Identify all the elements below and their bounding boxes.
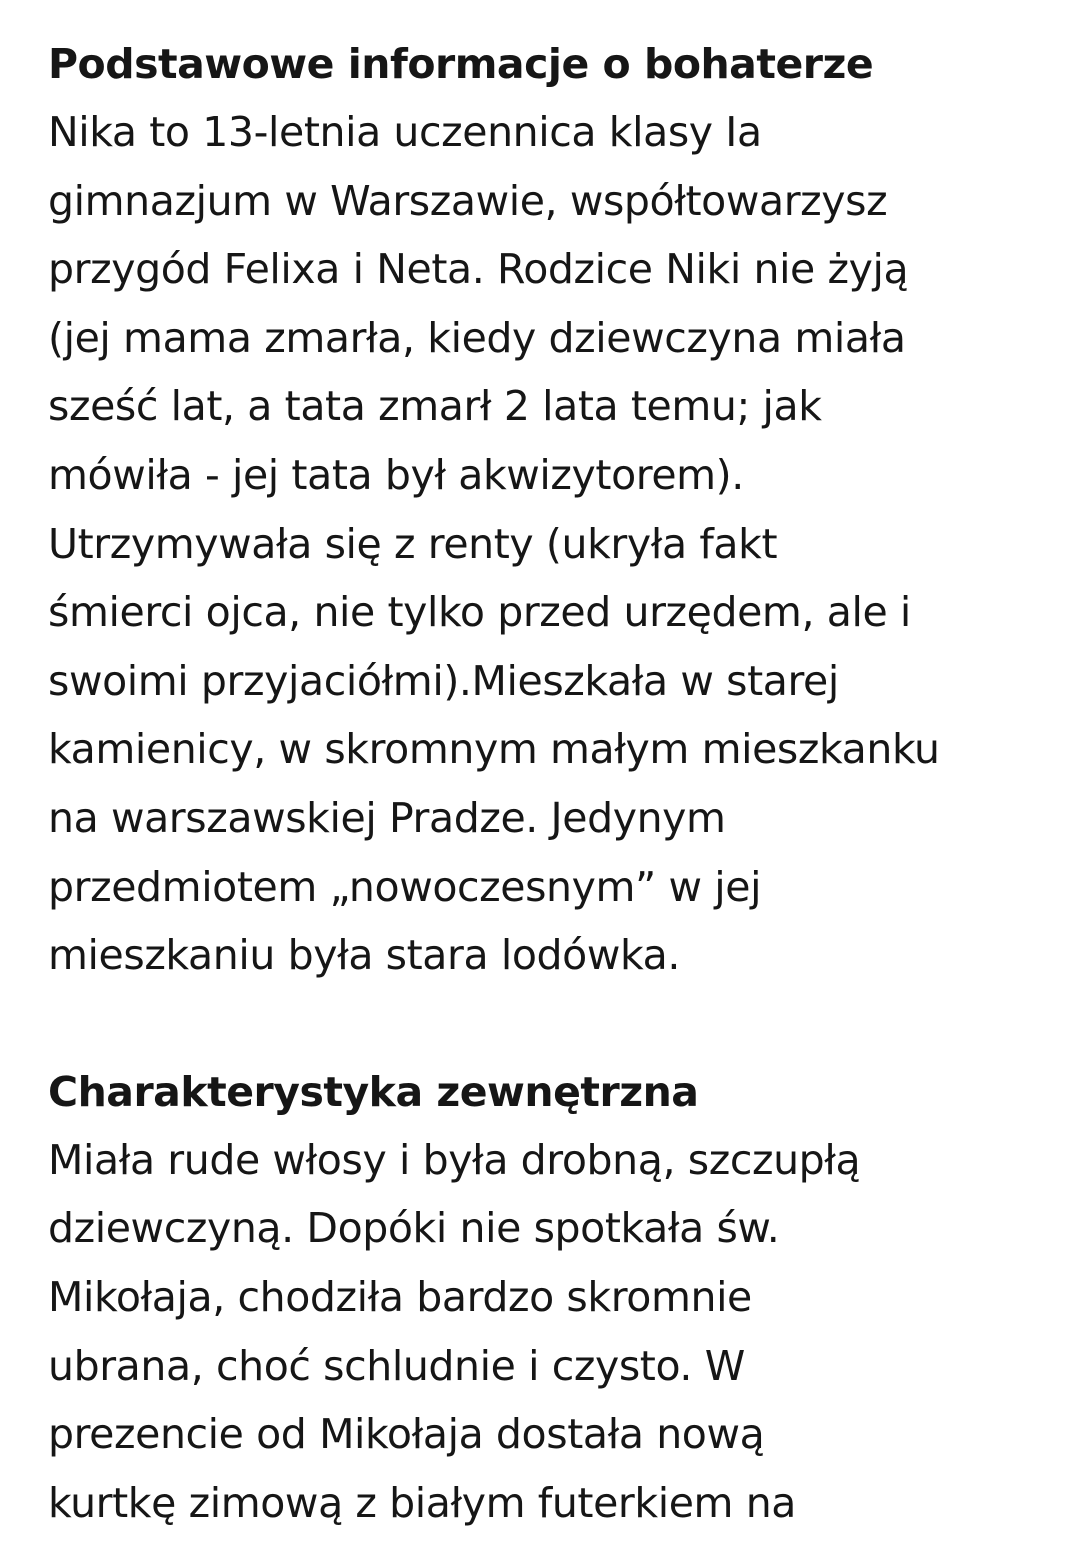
text-line: mówiła - jej tata był akwizytorem). (48, 450, 744, 499)
section-spacer (48, 990, 1048, 1058)
text-line: sześć lat, a tata zmarł 2 lata temu; jak (48, 382, 822, 431)
text-line: śmierci ojca, nie tylko przed urzędem, ale i (48, 588, 911, 637)
text-line: Utrzymywała się z renty (ukryła fakt (48, 519, 778, 568)
text-line: swoimi przyjaciółmi).Mieszkała w starej (48, 656, 839, 705)
text-line: Mikołaja, chodziła bardzo skromnie (48, 1272, 752, 1321)
text-line: Miała rude włosy i była drobną, szczupłą (48, 1135, 861, 1184)
text-line: ubrana, choć schludnie i czysto. W (48, 1341, 745, 1390)
section-heading: Charakterystyka zewnętrzna (48, 1067, 699, 1116)
text-line: na warszawskiej Pradze. Jedynym (48, 793, 726, 842)
text-line: przygód Felixa i Neta. Rodzice Niki nie żyją (48, 245, 909, 294)
text-line: przedmiotem „nowoczesnym” w jej (48, 862, 762, 911)
text-line: gimnazjum w Warszawie, współtowarzysz (48, 176, 888, 225)
text-line: Nika to 13-letnia uczennica klasy Ia (48, 108, 762, 156)
section-heading: Podstawowe informacje o bohaterze (48, 40, 874, 88)
text-line: dziewczyną. Dopóki nie spotkała św. (48, 1204, 780, 1253)
text-line: mieszkaniu była stara lodówka. (48, 931, 680, 980)
text-line: (jej mama zmarła, kiedy dziewczyna miała (48, 313, 906, 362)
section-external-characteristics (48, 1058, 1048, 1538)
text-line: prezencie od Mikołaja dostała nową (48, 1410, 765, 1459)
document-page (48, 30, 1048, 1537)
text-line: kurtkę zimową z białym futerkiem na (48, 1478, 797, 1527)
text-line: kamienicy, w skromnym małym mieszkanku (48, 725, 940, 774)
section-basic-info (48, 30, 1048, 990)
